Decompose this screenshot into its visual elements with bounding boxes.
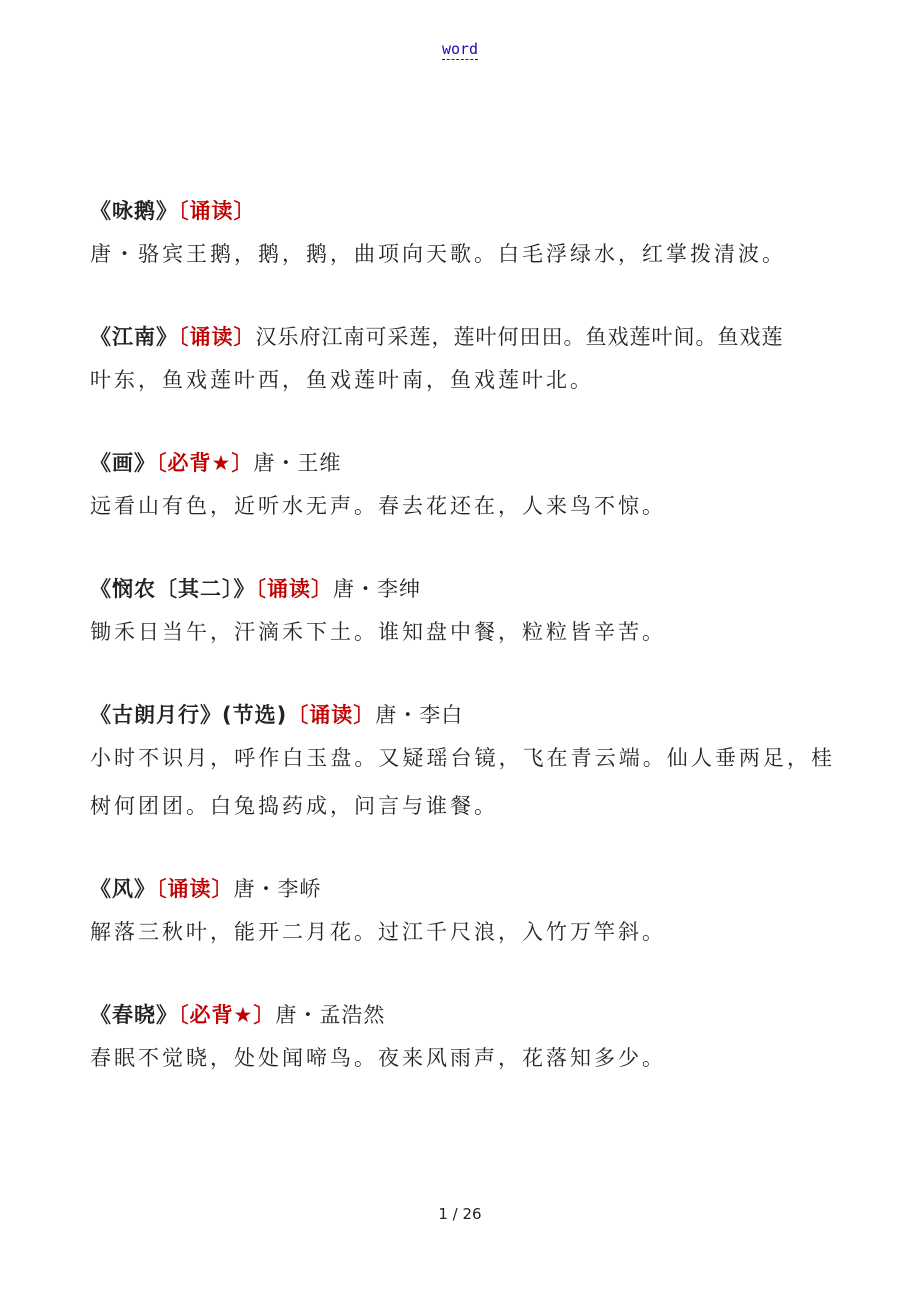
poem-title: 《春晓》 — [90, 1003, 178, 1027]
poem-body: 唐・骆宾王鹅，鹅，鹅，曲项向天歌。白毛浮绿水，红掌拨清波。 — [90, 242, 786, 266]
poem-min-nong — [90, 570, 835, 656]
poem-body: 锄禾日当午，汗滴禾下土。谁知盘中餐，粒粒皆辛苦。 — [90, 620, 666, 644]
poem-tag: 〔诵读〕 — [178, 199, 256, 223]
poem-title: 《咏鹅》 — [90, 199, 178, 223]
document-body — [90, 192, 835, 1122]
poem-author: 唐・孟浩然 — [275, 1003, 386, 1027]
poem-title-line — [90, 444, 835, 482]
word-header-link — [0, 40, 920, 58]
poem-title-line — [90, 870, 835, 908]
poem-tag: 〔诵读〕 — [178, 325, 256, 349]
poem-title-line — [90, 996, 835, 1034]
poem-tag: 〔必背★〕 — [178, 1003, 276, 1027]
poem-body: 解落三秋叶，能开二月花。过江千尺浪，入竹万竿斜。 — [90, 920, 666, 944]
poem-tag: 〔诵读〕 — [156, 877, 234, 901]
poem-tag: 〔必背★〕 — [156, 451, 254, 475]
poem-feng — [90, 870, 835, 956]
poem-body: 远看山有色，近听水无声。春去花还在，人来鸟不惊。 — [90, 494, 666, 518]
page-number: 1 / 26 — [438, 1205, 482, 1223]
poem-body: 春眠不觉晓，处处闻啼鸟。夜来风雨声，花落知多少。 — [90, 1046, 666, 1070]
poem-title-line — [90, 192, 835, 230]
poem-body: 小时不识月，呼作白玉盘。又疑瑶台镜，飞在青云端。仙人垂两足，桂树何团团。白兔捣药成，问言与谁餐。 — [90, 746, 835, 818]
poem-body: 叶东，鱼戏莲叶西，鱼戏莲叶南，鱼戏莲叶北。 — [90, 368, 594, 392]
poem-title: 《古朗月行》(节选) — [90, 703, 288, 727]
poem-title: 《悯农〔其二〕》 — [90, 577, 256, 601]
poem-gu-lang-yue-xing — [90, 696, 835, 830]
poem-title-line — [90, 570, 835, 608]
poem-author: 唐・李绅 — [333, 577, 421, 601]
poem-author: 唐・王维 — [253, 451, 342, 475]
poem-author: 唐・李白 — [375, 703, 464, 727]
poem-title: 《画》 — [90, 451, 156, 475]
poem-tag: 〔诵读〕 — [287, 703, 376, 727]
poem-inline-body: 汉乐府江南可采莲，莲叶何田田。鱼戏莲叶间。鱼戏莲 — [255, 325, 784, 349]
poem-chun-xiao — [90, 996, 835, 1082]
poem-jiang-nan — [90, 318, 835, 404]
word-link[interactable]: word — [441, 40, 479, 58]
poem-tag: 〔诵读〕 — [255, 577, 333, 601]
poem-hua — [90, 444, 835, 530]
poem-author: 唐・李峤 — [233, 877, 322, 901]
poem-title: 《风》 — [90, 877, 156, 901]
poem-title: 《江南》 — [90, 325, 178, 349]
poem-title-line — [90, 696, 835, 734]
poem-title-line — [90, 318, 835, 356]
poem-yong-e — [90, 192, 835, 278]
